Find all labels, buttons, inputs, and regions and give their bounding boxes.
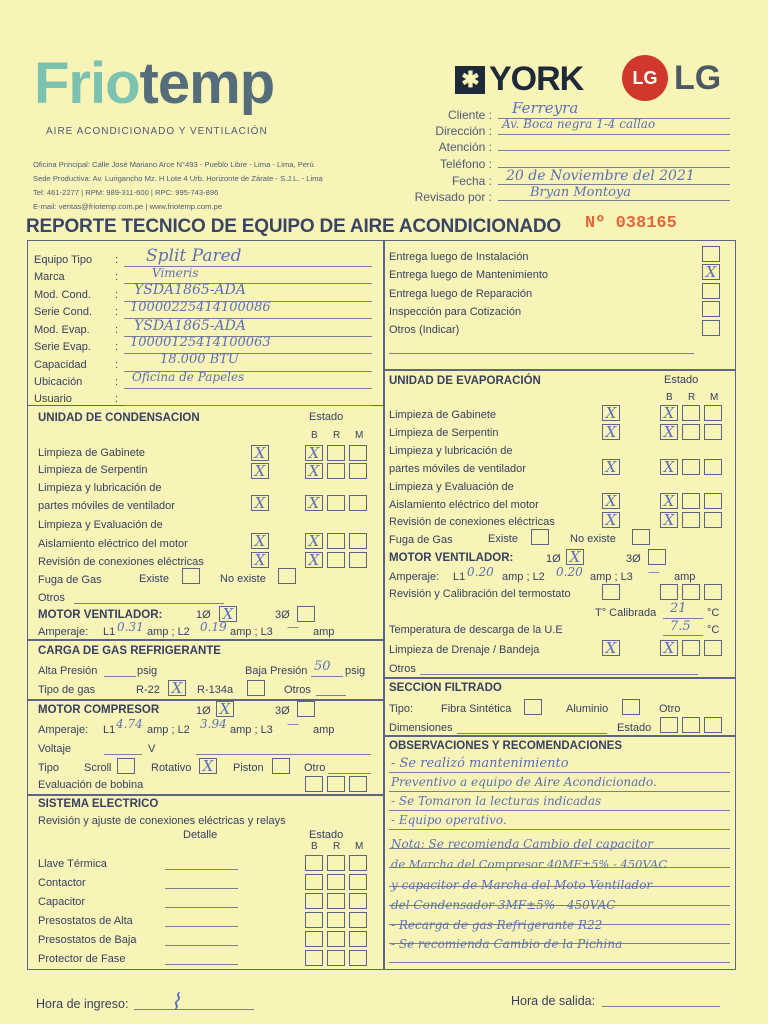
pres-alta-m-checkbox[interactable] [349,912,367,928]
revisado-value: Bryan Montoya [530,185,632,200]
evap-motor-1phase-checkbox[interactable]: X [566,549,584,565]
evap-motor-3phase-checkbox[interactable] [648,549,666,565]
marca-value: Vimeris [152,266,199,280]
evap-rev-checkbox[interactable]: X [602,512,620,528]
bobina-m-checkbox[interactable] [349,776,367,792]
evap-col-m: M [710,392,719,403]
electric-item-llave: Llave Térmica [38,858,107,870]
colon: : [115,376,119,388]
electric-title: SISTEMA ELECTRICO [38,798,159,810]
delivery-mantenimiento-label: Entrega luego de Mantenimiento [389,269,548,281]
evap-l3-label: amp ; L3 [590,571,633,583]
termostato-m-checkbox[interactable] [704,584,722,600]
voltaje-unit: V [148,743,156,755]
hora-ingreso-field[interactable] [134,996,254,1010]
pres-alta-b-checkbox[interactable] [305,912,323,928]
detalle-field[interactable] [165,951,238,965]
llave-m-checkbox[interactable] [349,855,367,871]
detalle-field[interactable] [165,894,238,908]
cond-motor-1phase-checkbox[interactable]: X [219,606,237,622]
baja-presion-label: Baja Presión [245,665,308,677]
equipo-tipo-value: Split Pared [146,246,242,266]
evap-serpentin-label: Limpieza de Serpentin [389,427,499,439]
pres-baja-m-checkbox[interactable] [349,931,367,947]
fibra-checkbox[interactable] [524,699,542,715]
evap-motor-title: MOTOR VENTILADOR: [389,552,514,564]
cond-rev-r-checkbox[interactable] [327,552,345,568]
evap-lub-checkbox[interactable]: X [602,459,620,475]
evap-gabinete-checkbox[interactable]: X [602,405,620,421]
cond-l3-label: amp ; L3 [230,626,273,638]
delivery-instalacion-checkbox[interactable] [702,246,720,262]
electric-col-r: R [333,841,341,852]
contactor-m-checkbox[interactable] [349,874,367,890]
evap-l3-value: — [648,565,660,579]
evap-gabinete-r-checkbox[interactable] [682,405,700,421]
cond-amp-unit: amp [313,626,335,638]
comp-3phase-checkbox[interactable] [297,701,315,717]
termostato-label: Revisión y Calibración del termostato [389,588,571,600]
descarga-value: 7.5 [670,619,691,634]
delivery-otros-checkbox[interactable] [702,320,720,336]
evap-motor-1phase-label: 1Ø [546,553,561,565]
evap-rev-m-checkbox[interactable] [704,512,722,528]
pres-alta-r-checkbox[interactable] [327,912,345,928]
descarga-unit: °C [707,624,720,636]
lg-wordmark: LG [674,59,722,97]
address-line: Sede Productiva: Av. Lurigancho Mz. H Lote 4 Urb. Horizonte de Zárate - S.J.L. - Lima [33,174,323,183]
report-number: Nº 038165 [585,214,677,233]
cond-serpentin-b-checkbox[interactable]: X [305,463,323,479]
detalle-field[interactable] [165,932,238,946]
cond-existe-checkbox[interactable] [182,568,200,584]
evap-lub-m-checkbox[interactable] [704,459,722,475]
comp-otro-field[interactable] [328,760,371,774]
drenaje-m-checkbox[interactable] [704,640,722,656]
r22-label: R-22 [136,684,160,696]
capacitor-m-checkbox[interactable] [349,893,367,909]
observation-text: y capacitor de Marcha del Moto Ventilador [391,878,653,892]
evap-existe-checkbox[interactable] [531,529,549,545]
observation-text: - Recarga de gas Refrigerante R22 [391,918,603,932]
colon: : [115,359,119,371]
evap-otros-field[interactable] [420,661,698,675]
cond-gabinete-b-checkbox[interactable]: X [305,445,323,461]
atencion-label: Atención : [438,140,492,154]
evap-eval-label-2: Aislamiento eléctrico del motor [389,499,539,511]
col-b-label: B [311,430,318,441]
cond-motor-1phase-label: 1Ø [196,609,211,621]
observation-text: - Se Tomaron la lecturas indicadas [391,794,602,808]
cond-eval-label: Limpieza y Evaluación de [38,519,163,531]
piston-checkbox[interactable] [272,758,290,774]
cond-lub-r-checkbox[interactable] [327,495,345,511]
serie-cond-label: Serie Cond. [34,306,93,318]
delivery-mantenimiento-checkbox[interactable]: X [702,264,720,280]
lg-face-icon: LG [622,55,668,101]
comp-amp-unit: amp [313,724,335,736]
colon: : [115,289,119,301]
electric-desc: Revisión y ajuste de conexiones eléctricas y relays [38,815,286,827]
colon: : [115,324,119,336]
cond-rev-m-checkbox[interactable] [349,552,367,568]
evap-serpentin-b-checkbox[interactable]: X [660,424,678,440]
cond-otros-field[interactable] [74,590,224,604]
col-m-label: M [355,430,364,441]
cond-fuga-label: Fuga de Gas [38,574,102,586]
baja-presion-value: 50 [314,659,331,674]
termostato-r-checkbox[interactable] [682,584,700,600]
cond-rev-b-checkbox[interactable]: X [305,552,323,568]
cond-l2-value: 0.19 [200,620,227,634]
observation-text: - Se realizó mantenimiento [391,756,569,771]
filter-otro-label: Otro [659,703,681,715]
mod-cond-label: Mod. Cond. [34,289,91,301]
serie-evap-value: 10000125414100063 [130,335,271,350]
address-line: E-mail: ventas@friotemp.com.pe | www.friotemp.com.pe [33,202,223,211]
delivery-reparacion-label: Entrega luego de Reparación [389,288,533,300]
evap-l1-label: L1 [453,571,466,583]
evap-serpentin-r-checkbox[interactable] [682,424,700,440]
cond-lub-checkbox[interactable]: X [251,495,269,511]
evap-lub-label: Limpieza y lubricación de [389,445,513,457]
bobina-label: Evaluación de bobina [38,779,144,791]
electric-item-pres-alta: Presostatos de Alta [38,915,133,927]
telefono-field [498,151,730,168]
direccion-label: Dirección : [435,124,492,138]
field-line [124,392,372,406]
protector-m-checkbox[interactable] [349,950,367,966]
contactor-b-checkbox[interactable] [305,874,323,890]
compressor-title: MOTOR COMPRESOR [38,704,160,716]
company-address [33,158,323,214]
cond-motor-title: MOTOR VENTILADOR: [38,609,163,621]
drenaje-b-checkbox[interactable]: X [660,640,678,656]
cond-rev-checkbox[interactable]: X [251,552,269,568]
rotativo-checkbox[interactable]: X [199,758,217,774]
scroll-label: Scroll [84,762,112,774]
equipo-tipo-label: Equipo Tipo [34,254,93,266]
capacidad-value: 18.000 BTU [160,352,239,367]
delivery-otros-field[interactable] [389,340,694,354]
hora-ingreso-label: Hora de ingreso: [36,997,129,1011]
evap-amp-label: Amperaje: [389,571,440,583]
evap-motor-3phase-label: 3Ø [626,553,641,565]
delivery-instalacion-label: Entrega luego de Instalación [389,251,529,263]
t-calibrada-unit: °C [707,607,720,619]
detalle-field[interactable] [165,875,238,889]
cond-motor-3phase-checkbox[interactable] [297,606,315,622]
observation-text: - Se recomienda Cambio de la Pichina [391,937,623,951]
mod-evap-value: YSDA1865-ADA [134,318,246,334]
evap-eval-r-checkbox[interactable] [682,493,700,509]
aluminio-label: Aluminio [566,703,609,715]
evap-eval-b-checkbox[interactable]: X [660,493,678,509]
york-logo: ✱ YORK [455,60,583,99]
cond-serpentin-m-checkbox[interactable] [349,463,367,479]
evap-serpentin-checkbox[interactable]: X [602,424,620,440]
evap-noexiste-checkbox[interactable] [632,529,650,545]
electric-col-b: B [311,841,318,852]
evap-existe-label: Existe [488,533,518,545]
observation-text: del Condensador 3MF±5% - 450VAC [391,898,616,912]
cond-noexiste-label: No existe [220,573,266,585]
detalle-field[interactable] [165,913,238,927]
t-calibrada-value: 21 [670,601,687,616]
fibra-label: Fibra Sintética [441,703,512,715]
cond-gabinete-m-checkbox[interactable] [349,445,367,461]
delivery-cotizacion-checkbox[interactable] [702,301,720,317]
voltaje-label: Voltaje [38,743,72,755]
pres-baja-b-checkbox[interactable] [305,931,323,947]
cond-lub-m-checkbox[interactable] [349,495,367,511]
evap-rev-b-checkbox[interactable]: X [660,512,678,528]
cond-lub-label-2: partes móviles de ventilador [38,500,175,512]
tipo-gas-label: Tipo de gas [38,684,96,696]
electric-item-contactor: Contactor [38,877,86,889]
baja-presion-field[interactable] [311,663,343,677]
atencion-field [498,134,730,151]
address-line: Oficina Principal: Calle José Mariano Arce N°493 - Pueblo Libre - Lima - Lima, Perú [33,160,314,169]
alta-psig: psig [137,665,158,677]
cond-noexiste-checkbox[interactable] [278,568,296,584]
fecha-value: 20 de Noviembre del 2021 [506,168,695,184]
evap-rev-r-checkbox[interactable] [682,512,700,528]
comp-otro-label: Otro [304,762,326,774]
piston-label: Piston [233,762,264,774]
cond-gabinete-r-checkbox[interactable] [327,445,345,461]
york-snowflake-icon: ✱ [455,66,485,94]
evaporation-title: UNIDAD DE EVAPORACIÓN [389,375,541,387]
contactor-r-checkbox[interactable] [327,874,345,890]
cond-l3-value: — [287,620,299,634]
comp-3phase-label: 3Ø [275,705,290,717]
cond-gabinete-label: Limpieza de Gabinete [38,447,146,459]
fecha-label: Fecha : [451,174,492,188]
capacitor-r-checkbox[interactable] [327,893,345,909]
baja-psig: psig [345,665,366,677]
col-r-label: R [333,430,341,441]
protector-r-checkbox[interactable] [327,950,345,966]
filter-m-checkbox[interactable] [704,717,722,733]
address-line: Tel: 461-2277 | RPM: 989-311-600 | RPC: 995-743-896 [33,188,219,197]
gas-otros-field[interactable] [316,682,346,696]
termostato-checkbox[interactable] [602,584,620,600]
capacidad-label: Capacidad [34,359,87,371]
direccion-value: Av. Boca negra 1-4 callao [502,117,656,131]
delivery-cotizacion-label: Inspección para Cotización [389,306,522,318]
r22-checkbox[interactable]: X [168,680,186,696]
cond-amp-label: Amperaje: [38,626,89,638]
ubicacion-value: Oficina de Papeles [132,370,245,384]
alta-presion-field[interactable] [104,663,136,677]
evap-col-r: R [688,392,696,403]
drenaje-r-checkbox[interactable] [682,640,700,656]
filter-r-checkbox[interactable] [682,717,700,733]
report-title: REPORTE TECNICO DE EQUIPO DE AIRE ACONDICIONADO [26,216,561,237]
cond-existe-label: Existe [139,573,169,585]
observations-title: OBSERVACIONES Y RECOMENDACIONES [389,740,623,752]
cliente-label: Cliente : [447,108,492,122]
cond-rev-label: Revisión de conexiones eléctricas [38,556,204,568]
evap-l2-label: amp ; L2 [502,571,545,583]
cond-eval-label-2: Aislamiento eléctrico del motor [38,538,188,550]
evap-l1-value: 0.20 [467,565,494,579]
gas-otros-label: Otros [284,684,311,696]
observation-text: Nota: Se recomienda Cambio del capacitor [391,837,653,851]
dimensiones-label: Dimensiones [389,722,453,734]
t-calibrada-field[interactable] [663,605,703,619]
evap-eval-label: Limpieza y Evaluación de [389,481,514,493]
usuario-label: Usuario [34,393,72,405]
condensation-title: UNIDAD DE CONDENSACION [38,412,200,424]
telefono-label: Teléfono : [439,157,492,171]
electric-item-capacitor: Capacitor [38,896,86,908]
filter-b-checkbox[interactable] [660,717,678,733]
r134a-label: R-134a [197,684,234,696]
comp-l3-label: amp ; L3 [230,724,273,736]
observation-text: de Marcha del Compresor 40MF±5% - 450VAC [391,857,668,871]
comp-tipo-label: Tipo [38,762,59,774]
mod-evap-label: Mod. Evap. [34,324,90,336]
descarga-label: Temperatura de descarga de la U.E [389,624,563,636]
filter-title: SECCION FILTRADO [389,682,502,694]
ubicacion-label: Ubicación [34,376,83,388]
filter-estado-label: Estado [617,722,652,734]
cliente-value: Ferreyra [512,99,579,117]
ingreso-signature: ⌇ [170,990,181,1015]
delivery-reparacion-checkbox[interactable] [702,283,720,299]
cond-l1-value: 0.31 [117,620,144,634]
termostato-b-checkbox[interactable] [660,584,678,600]
cond-eval-m-checkbox[interactable] [349,533,367,549]
evap-lub-r-checkbox[interactable] [682,459,700,475]
cond-serpentin-r-checkbox[interactable] [327,463,345,479]
scroll-checkbox[interactable] [117,758,135,774]
dimensiones-field[interactable] [457,720,607,734]
cond-l1-label: L1 [103,626,116,638]
cond-serpentin-checkbox[interactable]: X [251,463,269,479]
voltaje-field[interactable] [104,741,142,755]
tagline: AIRE ACONDICIONADO Y VENTILACIÓN [46,126,268,137]
comp-1phase-label: 1Ø [196,705,211,717]
cond-motor-3phase-label: 3Ø [275,609,290,621]
evap-fuga-label: Fuga de Gas [389,534,453,546]
colon: : [115,254,119,266]
comp-l1-label: L1 [103,724,116,736]
gas-title: CARGA DE GAS REFRIGERANTE [38,645,221,657]
evap-l2-value: 0.20 [556,565,583,579]
comp-l3-value: — [287,717,299,731]
evap-noexiste-label: No existe [570,533,616,545]
r134a-checkbox[interactable] [247,680,265,696]
evap-estado-label: Estado [664,374,699,386]
detalle-label: Detalle [183,829,218,841]
electric-item-protector: Protector de Fase [38,953,126,965]
descarga-field[interactable] [663,622,703,636]
evap-gabinete-label: Limpieza de Gabinete [389,409,497,421]
cond-eval-b-checkbox[interactable]: X [305,533,323,549]
voltaje-extra-field[interactable] [196,741,371,755]
cond-lub-label: Limpieza y lubricación de [38,482,162,494]
evap-eval-checkbox[interactable]: X [602,493,620,509]
evap-col-b: B [666,392,673,403]
observation-text: Preventivo a equipo de Aire Acondicionado. [391,775,657,789]
drenaje-checkbox[interactable]: X [602,640,620,656]
delivery-otros-label: Otros (Indicar) [389,324,460,336]
comp-l1-value: 4.74 [116,717,143,731]
comp-amp-label: Amperaje: [38,724,89,736]
marca-label: Marca [34,271,65,283]
cond-l2-label: amp ; L2 [147,626,190,638]
serie-evap-label: Serie Evap. [34,341,91,353]
cond-lub-b-checkbox[interactable]: X [305,495,323,511]
observation-text: - Equipo operativo. [391,813,507,827]
hora-salida-field[interactable] [602,993,720,1007]
bobina-r-checkbox[interactable] [327,776,345,792]
colon: : [115,306,119,318]
cond-eval-r-checkbox[interactable] [327,533,345,549]
detalle-field[interactable] [165,856,238,870]
electric-estado-label: Estado [309,829,344,841]
filter-tipo-label: Tipo: [389,703,414,715]
mod-cond-value: YSDA1865-ADA [134,282,246,298]
aluminio-checkbox[interactable] [622,699,640,715]
t-calibrada-label: T° Calibrada [595,607,657,619]
comp-l2-value: 3.94 [200,717,227,731]
evap-amp-unit: amp [674,571,696,583]
electric-col-m: M [355,841,364,852]
electric-item-pres-baja: Presostatos de Baja [38,934,137,946]
estado-label: Estado [309,411,344,423]
colon: : [115,393,119,405]
comp-l2-label: amp ; L2 [147,724,190,736]
evap-serpentin-m-checkbox[interactable] [704,424,722,440]
evap-gabinete-m-checkbox[interactable] [704,405,722,421]
cond-gabinete-checkbox[interactable]: X [251,445,269,461]
cond-otros-label: Otros [38,592,65,604]
cond-eval-checkbox[interactable]: X [251,533,269,549]
capacitor-b-checkbox[interactable] [305,893,323,909]
serie-cond-value: 10000225414100086 [130,300,271,315]
protector-b-checkbox[interactable] [305,950,323,966]
colon: : [115,271,119,283]
evap-lub-b-checkbox[interactable]: X [660,459,678,475]
revisado-label: Revisado por : [414,190,492,204]
observation-line [389,949,730,963]
cond-serpentin-label: Limpieza de Serpentin [38,464,148,476]
evap-rev-label: Revisión de conexiones eléctricas [389,516,555,528]
friotemp-logo: Friotemp [34,51,275,116]
evap-lub-label-2: partes móviles de ventilador [389,463,526,475]
evap-gabinete-b-checkbox[interactable]: X [660,405,678,421]
drenaje-label: Limpieza de Drenaje / Bandeja [389,644,540,656]
pres-baja-r-checkbox[interactable] [327,931,345,947]
hora-salida-label: Hora de salida: [511,994,596,1008]
llave-r-checkbox[interactable] [327,855,345,871]
evap-eval-m-checkbox[interactable] [704,493,722,509]
comp-1phase-checkbox[interactable]: X [216,701,234,717]
colon: : [115,341,119,353]
alta-presion-label: Alta Presión [38,665,98,677]
evap-otros-label: Otros [389,663,416,675]
llave-b-checkbox[interactable] [305,855,323,871]
bobina-b-checkbox[interactable] [305,776,323,792]
rotativo-label: Rotativo [151,762,192,774]
